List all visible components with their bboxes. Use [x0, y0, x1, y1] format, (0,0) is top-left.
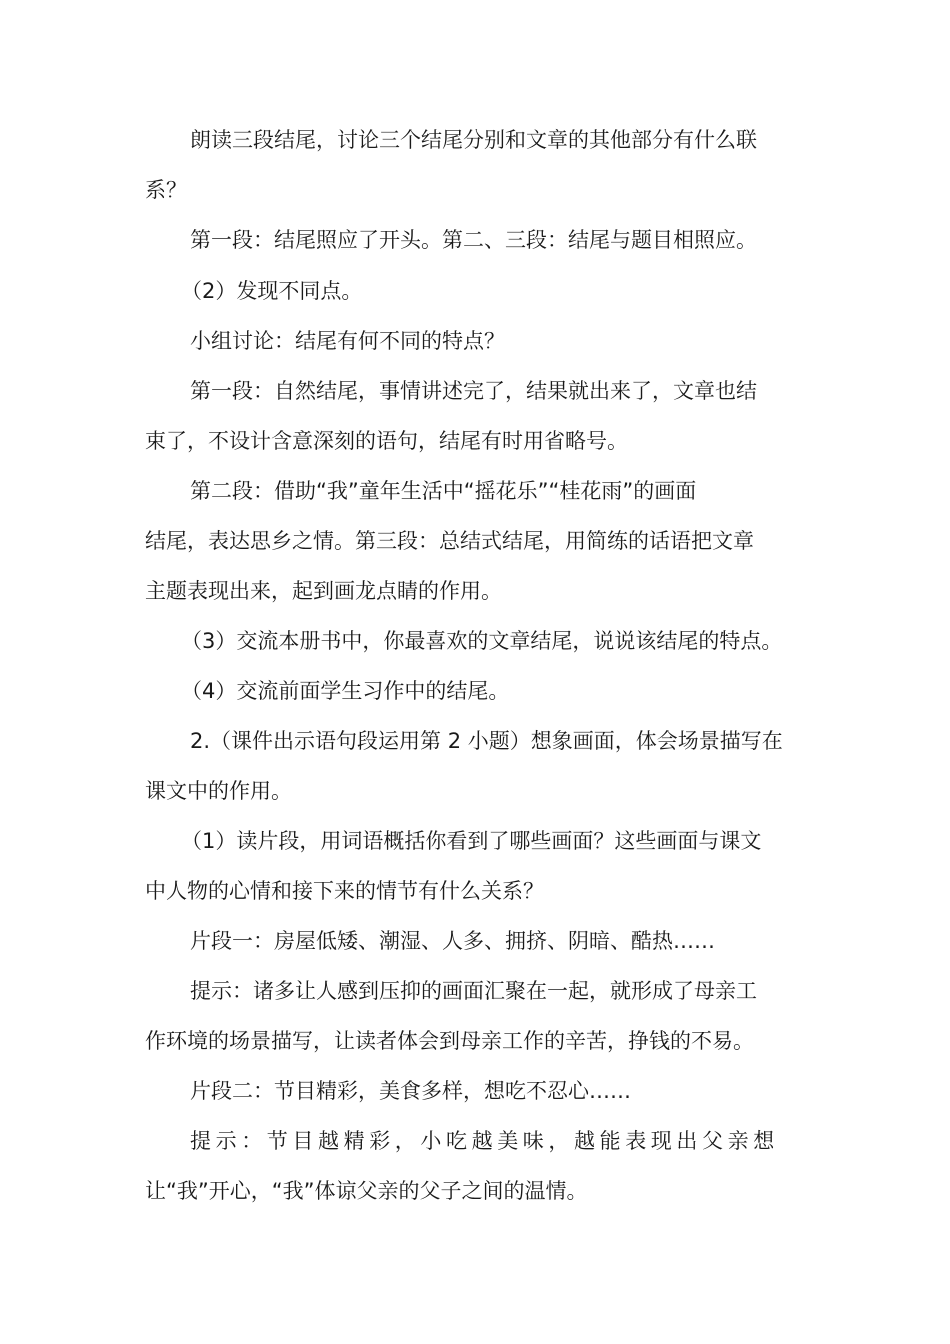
paragraph-line: 中人物的心情和接下来的情节有什么关系？: [145, 879, 544, 903]
paragraph-line: （1）读片段，用词语概括你看到了哪些画面？这些画面与课文: [181, 829, 762, 853]
paragraph-line: 主题表现出来，起到画龙点睛的作用。: [145, 579, 502, 603]
paragraph-line: 第一段：自然结尾，事情讲述完了，结果就出来了，文章也结: [190, 379, 757, 403]
paragraph-line: 课文中的作用。: [145, 779, 292, 803]
paragraph-line: 片段二：节目精彩，美食多样，想吃不忍心……: [190, 1079, 631, 1103]
paragraph-line: 第一段：结尾照应了开头。第二、三段：结尾与题目相照应。: [190, 228, 757, 252]
paragraph-line: 让“我”开心，“我”体谅父亲的父子之间的温情。: [145, 1179, 588, 1203]
paragraph-line: 提示：节目越精彩，小吃越美味，越能表现出父亲想: [190, 1129, 779, 1153]
paragraph-line: （3）交流本册书中，你最喜欢的文章结尾，说说该结尾的特点。: [181, 629, 783, 653]
paragraph-line: 2.（课件出示语句段运用第 2 小题）想象画面，体会场景描写在: [190, 729, 783, 753]
paragraph-line: 片段一：房屋低矮、潮湿、人多、拥挤、阴暗、酷热……: [190, 929, 715, 953]
paragraph-line: （4）交流前面学生习作中的结尾。: [181, 679, 510, 703]
paragraph-line: 第二段：借助“我”童年生活中“摇花乐”“桂花雨”的画面: [190, 479, 697, 503]
paragraph-line: 朗读三段结尾，讨论三个结尾分别和文章的其他部分有什么联: [190, 128, 757, 152]
paragraph-line: 束了，不设计含意深刻的语句，结尾有时用省略号。: [145, 429, 628, 453]
paragraph-line: 作环境的场景描写，让读者体会到母亲工作的辛苦，挣钱的不易。: [145, 1029, 754, 1053]
paragraph-line: （2）发现不同点。: [181, 279, 363, 303]
paragraph-line: 提示：诸多让人感到压抑的画面汇聚在一起，就形成了母亲工: [190, 979, 757, 1003]
paragraph-line: 系？: [145, 178, 187, 202]
paragraph-line: 小组讨论：结尾有何不同的特点？: [190, 329, 505, 353]
paragraph-line: 结尾，表达思乡之情。第三段：总结式结尾，用简练的话语把文章: [145, 529, 754, 553]
